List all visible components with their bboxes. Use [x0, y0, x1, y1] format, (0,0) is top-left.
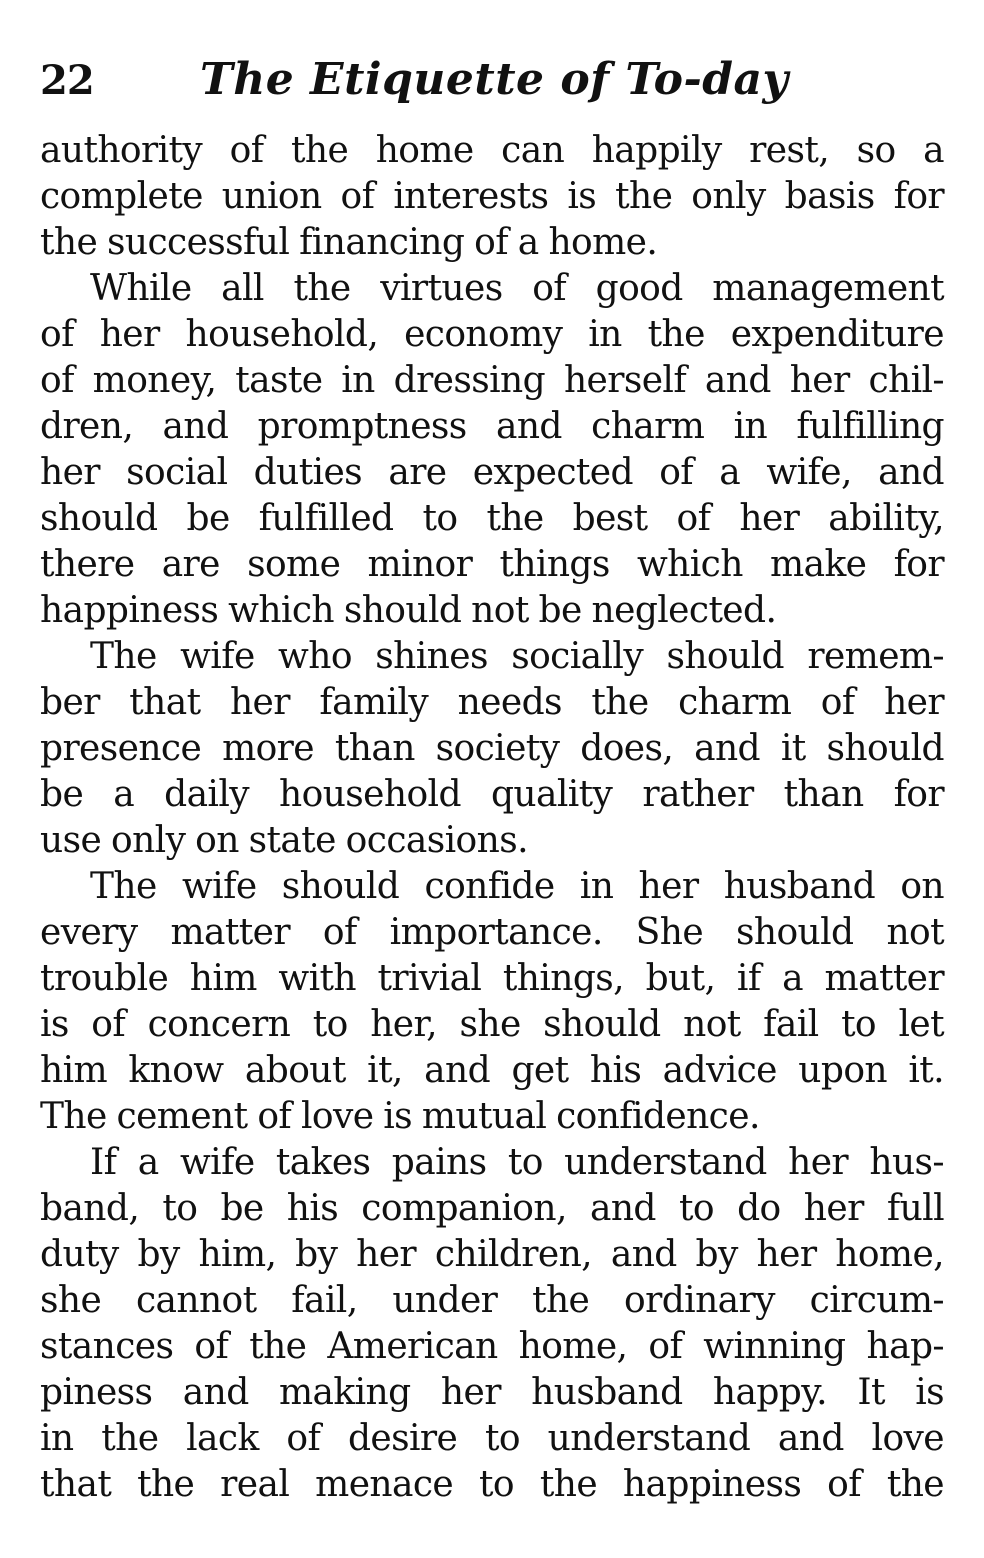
text-line: dren, and promptness and charm in fulfilling	[40, 406, 944, 447]
text-line: of her household, economy in the expenditure	[40, 314, 944, 355]
text-line: of money, taste in dressing herself and her chil-	[40, 360, 944, 401]
text-line: band, to be his companion, and to do her full	[40, 1188, 944, 1229]
text-line: stances of the American home, of winning hap-	[40, 1326, 944, 1367]
text-line: If a wife takes pains to understand her hus-	[90, 1142, 944, 1183]
text-line: that the real menace to the happiness of the	[40, 1464, 944, 1505]
paragraph	[40, 864, 944, 1140]
text-line: every matter of importance. She should not	[40, 912, 944, 953]
running-head	[40, 54, 944, 118]
paragraph	[40, 266, 944, 634]
text-line: The cement of love is mutual confidence.	[40, 1096, 760, 1137]
text-line: presence more than society does, and it should	[40, 728, 944, 769]
text-line: The wife should confide in her husband on	[90, 866, 944, 907]
paragraph	[40, 128, 944, 266]
text-line: there are some minor things which make for	[40, 544, 944, 585]
text-line: him know about it, and get his advice upon it.	[40, 1050, 944, 1091]
text-line: The wife who shines socially should remem-	[90, 636, 944, 677]
text-line: ber that her family needs the charm of her	[40, 682, 944, 723]
text-line: complete union of interests is the only basis for	[40, 176, 944, 217]
text-line: should be fulfilled to the best of her ability,	[40, 498, 944, 539]
text-line: duty by him, by her children, and by her home,	[40, 1234, 944, 1275]
text-line: her social duties are expected of a wife, and	[40, 452, 944, 493]
paragraph	[40, 634, 944, 864]
book-page	[40, 54, 944, 1508]
text-line: trouble him with trivial things, but, if a matter	[40, 958, 944, 999]
text-line: use only on state occasions.	[40, 820, 528, 861]
text-line: the successful financing of a home.	[40, 222, 658, 263]
text-line: While all the virtues of good management	[90, 268, 944, 309]
text-line: authority of the home can happily rest, so a	[40, 130, 944, 171]
text-line: be a daily household quality rather than for	[40, 774, 944, 815]
text-line: piness and making her husband happy. It is	[40, 1372, 944, 1413]
text-line: happiness which should not be neglected.	[40, 590, 777, 631]
body-text	[40, 128, 944, 1508]
text-line: she cannot fail, under the ordinary circum-	[40, 1280, 944, 1321]
paragraph	[40, 1140, 944, 1508]
book-title: The Etiquette of To-day	[200, 54, 789, 105]
text-line: in the lack of desire to understand and love	[40, 1418, 944, 1459]
text-line: is of concern to her, she should not fail to let	[40, 1004, 944, 1045]
page-number: 22	[40, 57, 94, 104]
